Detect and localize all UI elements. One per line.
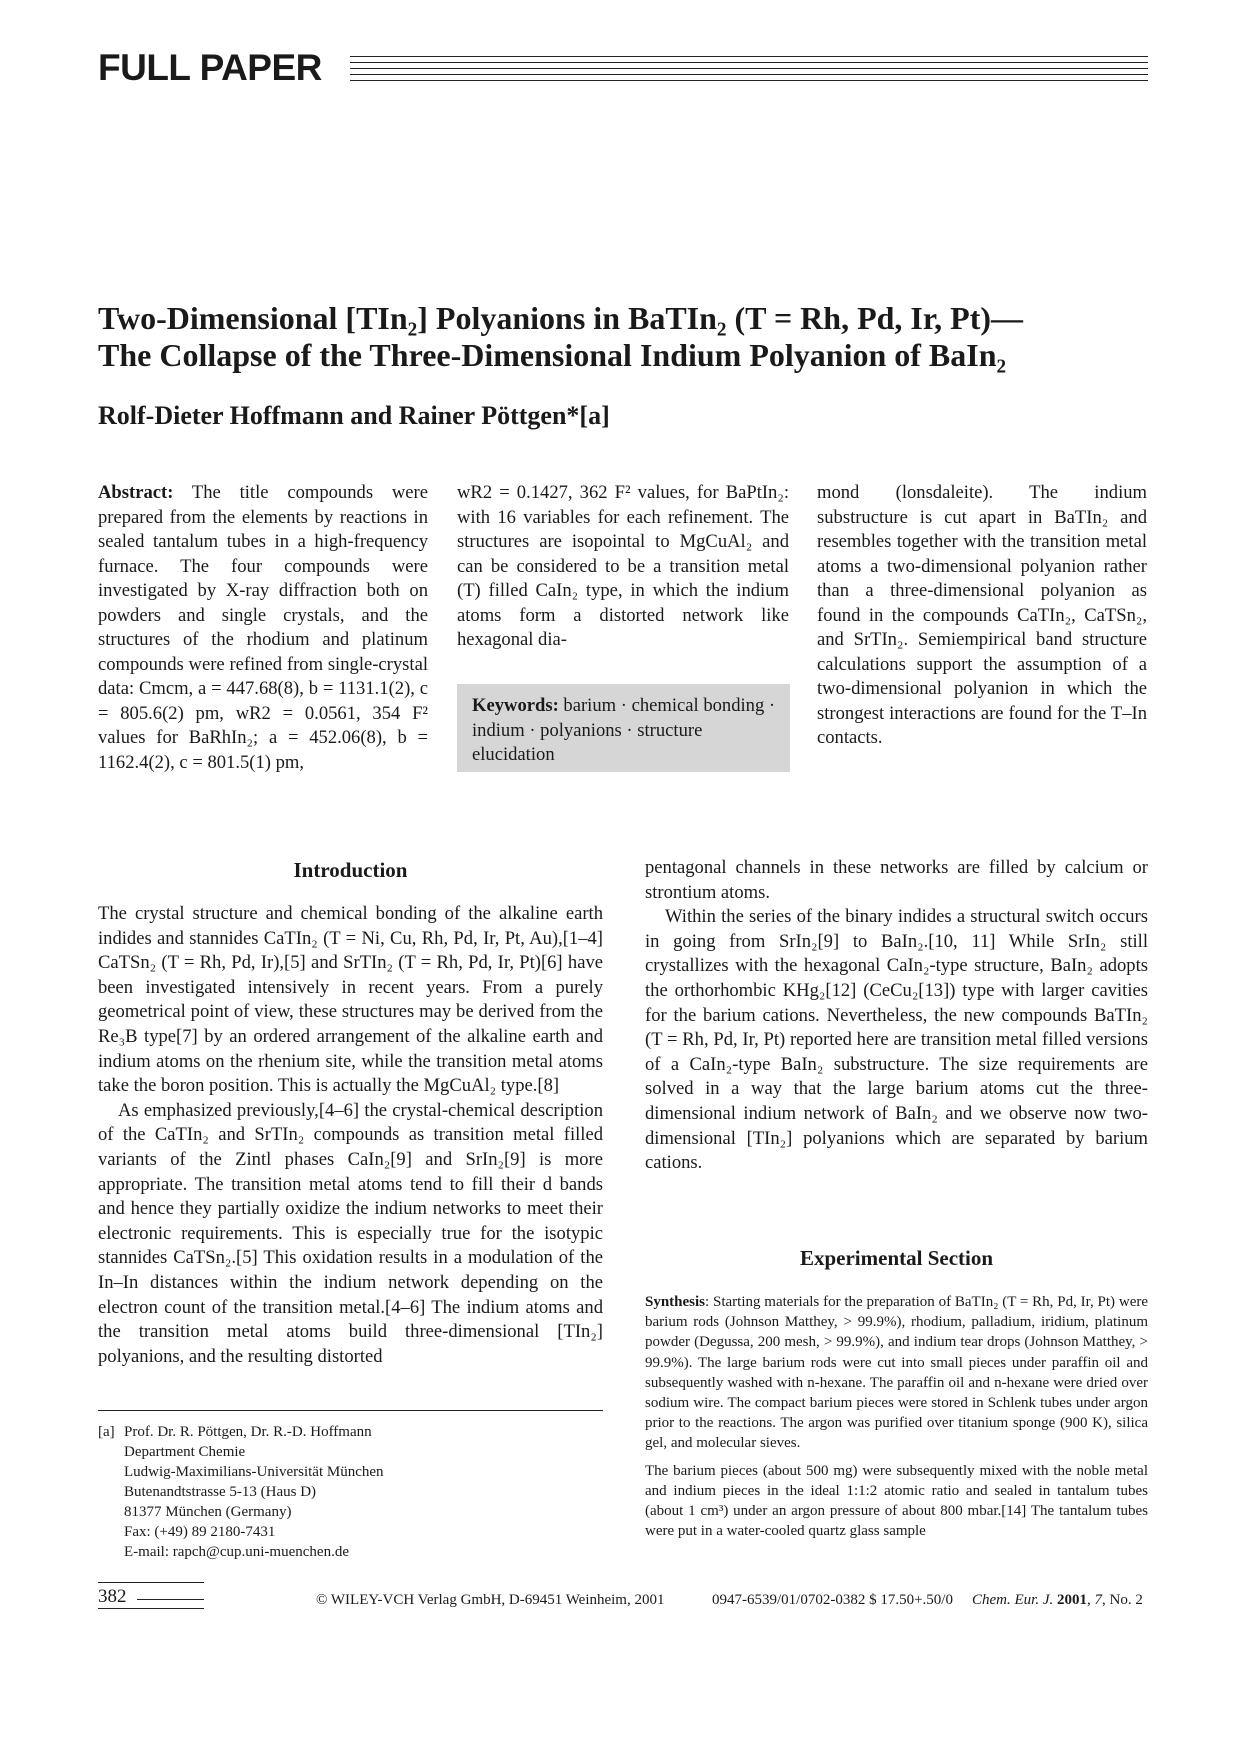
journal-volume: 7 bbox=[1094, 1592, 1102, 1608]
synthesis-text: : Starting materials for the preparation of BaTIn₂ (T = Rh, Pd, Ir, Pt) were barium rods (Johnson Matthey, > 99.9%), rhodium, palladium, iridium, platinum powder (Degussa, 200 mesh, > 99.9%), and indium tear drops (Johnson Matthey, > 99.9%). The large barium rods were cut into small pieces under paraffin oil and subsequently washed with n-hexane. The paraffin oil and n-hexane were dried over sodium wire. The compact barium pieces were stored in Schlenk tubes under argon prior to the reactions. The argon was purified over titanium sponge (900 K), silica gel, and molecular sieves. bbox=[645, 1294, 1148, 1452]
footnote-rule bbox=[98, 1410, 603, 1411]
journal-name: Chem. Eur. J. bbox=[972, 1592, 1054, 1608]
footnote-line: E-mail: rapch@cup.uni-muenchen.de bbox=[124, 1544, 349, 1560]
title-line-1: Two-Dimensional [TIn₂] Polyanions in BaTIn₂ (T = Rh, Pd, Ir, Pt)— bbox=[98, 300, 1023, 336]
footnote-line: Prof. Dr. R. Pöttgen, Dr. R.-D. Hoffmann bbox=[124, 1424, 372, 1440]
footnote-line: 81377 München (Germany) bbox=[124, 1504, 292, 1520]
intro-paragraph-3: pentagonal channels in these networks are filled by calcium or strontium atoms. bbox=[645, 857, 1148, 903]
footer-rule-bottom bbox=[98, 1608, 204, 1609]
introduction-right-column bbox=[645, 856, 1148, 1176]
introduction-left-column bbox=[98, 902, 603, 1369]
intro-paragraph-1: The crystal structure and chemical bonding of the alkaline earth indides and stannides CaTIn₂ (T = Ni, Cu, Rh, Pd, Ir, Pt, Au),[1–4] CaTSn₂ (T = Rh, Pd, Ir),[5] and SrTIn₂ (T = Rh, Pd, Ir, Pt)[6] have been investigated intensively in recent years. From a purely geometrical point of view, these structures may be derived from the Re₃B type[7] by an ordered arrangement of the alkaline earth and indium atoms on the rhenium site, while the transition metal atoms take the boron position. This is actually the MgCuAl₂ type.[8] bbox=[98, 903, 603, 1097]
copyright-notice: © WILEY-VCH Verlag GmbH, D-69451 Weinheim, 2001 bbox=[316, 1592, 665, 1608]
affiliation-footnote bbox=[98, 1422, 603, 1562]
keywords-list: barium · chemical bonding · indium · polyanions · structure elucidation bbox=[472, 695, 776, 765]
intro-paragraph-2: As emphasized previously,[4–6] the crystal-chemical description of the CaTIn₂ and SrTIn₂ compounds as transition metal filled variants of the Zintl phases CaIn₂[9] and SrIn₂[9] is more appropriate. The transition metal atoms tend to fill their d bands and hence they partially oxidize the indium networks to meet their electronic requirements. This is especially true for the isotypic stannides CaTSn₂.[5] This oxidation results in a modulation of the In–In distances within the indium network depending on the electron count of the transition metal.[4–6] The indium atoms and the transition metal atoms build three-dimensional [TIn₂] polyanions, and the resulting distorted bbox=[98, 1099, 603, 1367]
abstract-column-1 bbox=[98, 481, 428, 775]
footnote-line: Ludwig-Maximilians-Universität München bbox=[124, 1464, 384, 1480]
synthesis-paragraph bbox=[645, 1292, 1148, 1454]
experimental-text bbox=[645, 1292, 1148, 1548]
title-line-2: The Collapse of the Three-Dimensional Indium Polyanion of BaIn₂ bbox=[98, 337, 1007, 373]
footnote-lines bbox=[124, 1422, 603, 1562]
synthesis-label: Synthesis bbox=[645, 1294, 706, 1310]
keywords-box bbox=[457, 684, 790, 772]
journal-issue: No. 2 bbox=[1109, 1592, 1143, 1608]
abstract-column-3 bbox=[817, 481, 1147, 751]
header-rule bbox=[350, 56, 1148, 84]
abstract-text-3: mond (lonsdaleite). The indium substructure is cut apart in BaTIn₂ and resembles together with the transition metal atoms a two-dimensional polyanion rather than a three-dimensional polyanion as found in the compounds CaTIn₂, CaTSn₂, and SrTIn₂. Semiempirical band structure calculations support the assumption of a two-dimensional polyanion in which the strongest interactions are found for the T–In contacts. bbox=[817, 482, 1147, 748]
journal-citation: Chem. Eur. J. 2001, 7, No. 2 bbox=[972, 1592, 1143, 1608]
keywords-label: Keywords: bbox=[472, 695, 559, 716]
paper-title bbox=[98, 300, 1158, 374]
abstract-text-2: wR2 = 0.1427, 362 F² values, for BaPtIn₂: with 16 variables for each refinement. The structures are isopointal to MgCuAl₂ and can be considered to be a transition metal (T) filled CaIn₂ type, in which the indium atoms form a distorted network like hexagonal dia- bbox=[457, 482, 789, 650]
footer-rule-top bbox=[98, 1582, 204, 1583]
footnote-line: Department Chemie bbox=[124, 1444, 246, 1460]
intro-paragraph-4: Within the series of the binary indides a structural switch occurs in going from SrIn₂[9] to BaIn₂.[10, 11] While SrIn₂ still crystallizes with the hexagonal CaIn₂-type structure, BaIn₂ adopts the orthorhombic KHg₂[12] (CeCu₂[13]) type with larger cavities for the barium cations. Nevertheless, the new compounds BaTIn₂ (T = Rh, Pd, Ir, Pt) reported here are transition metal filled versions of a CaIn₂-type BaIn₂ substructure. The size requirements are solved in a way that the large barium atoms cut the three-dimensional indium network of BaIn₂ and we observe now two-dimensional [TIn₂] polyanions which are separated by barium cations. bbox=[645, 906, 1148, 1174]
author-list: Rolf-Dieter Hoffmann and Rainer Pöttgen*[a] bbox=[98, 401, 610, 430]
page-number: 382 bbox=[98, 1586, 127, 1607]
abstract-column-2 bbox=[457, 481, 789, 653]
footnote-line: Fax: (+49) 89 2180-7431 bbox=[124, 1524, 276, 1540]
abstract-text-1: The title compounds were prepared from the elements by reactions in sealed tantalum tubes in a high-frequency furnace. The four compounds were investigated by X-ray diffraction both on powders and single crystals, and the structures of the rhodium and platinum compounds were refined from single-crystal data: Cmcm, a = 447.68(8), b = 1131.1(2), c = 805.6(2) pm, wR2 = 0.0561, 354 F² values for BaRhIn₂; a = 452.06(8), b = 1162.4(2), c = 801.5(1) pm, bbox=[98, 482, 428, 773]
issn-code: 0947-6539/01/0702-0382 $ 17.50+.50/0 bbox=[712, 1592, 953, 1608]
footnote-marker: [a] bbox=[98, 1424, 115, 1440]
section-label: FULL PAPER bbox=[98, 47, 322, 88]
journal-year: 2001 bbox=[1057, 1592, 1087, 1608]
experimental-paragraph-2: The barium pieces (about 500 mg) were subsequently mixed with the noble metal and indium pieces in the ideal 1:1:2 atomic ratio and sealed in tantalum tubes (about 1 cm³) under an argon pressure of about 800 mbar.[14] The tantalum tubes were put in a water-cooled quartz glass sample bbox=[645, 1462, 1148, 1540]
footnote-line: Butenandtstrasse 5-13 (Haus D) bbox=[124, 1484, 317, 1500]
introduction-heading: Introduction bbox=[293, 858, 408, 882]
experimental-heading: Experimental Section bbox=[799, 1246, 994, 1270]
abstract-label: Abstract: bbox=[98, 482, 174, 503]
footer-rule-mid bbox=[137, 1599, 204, 1600]
